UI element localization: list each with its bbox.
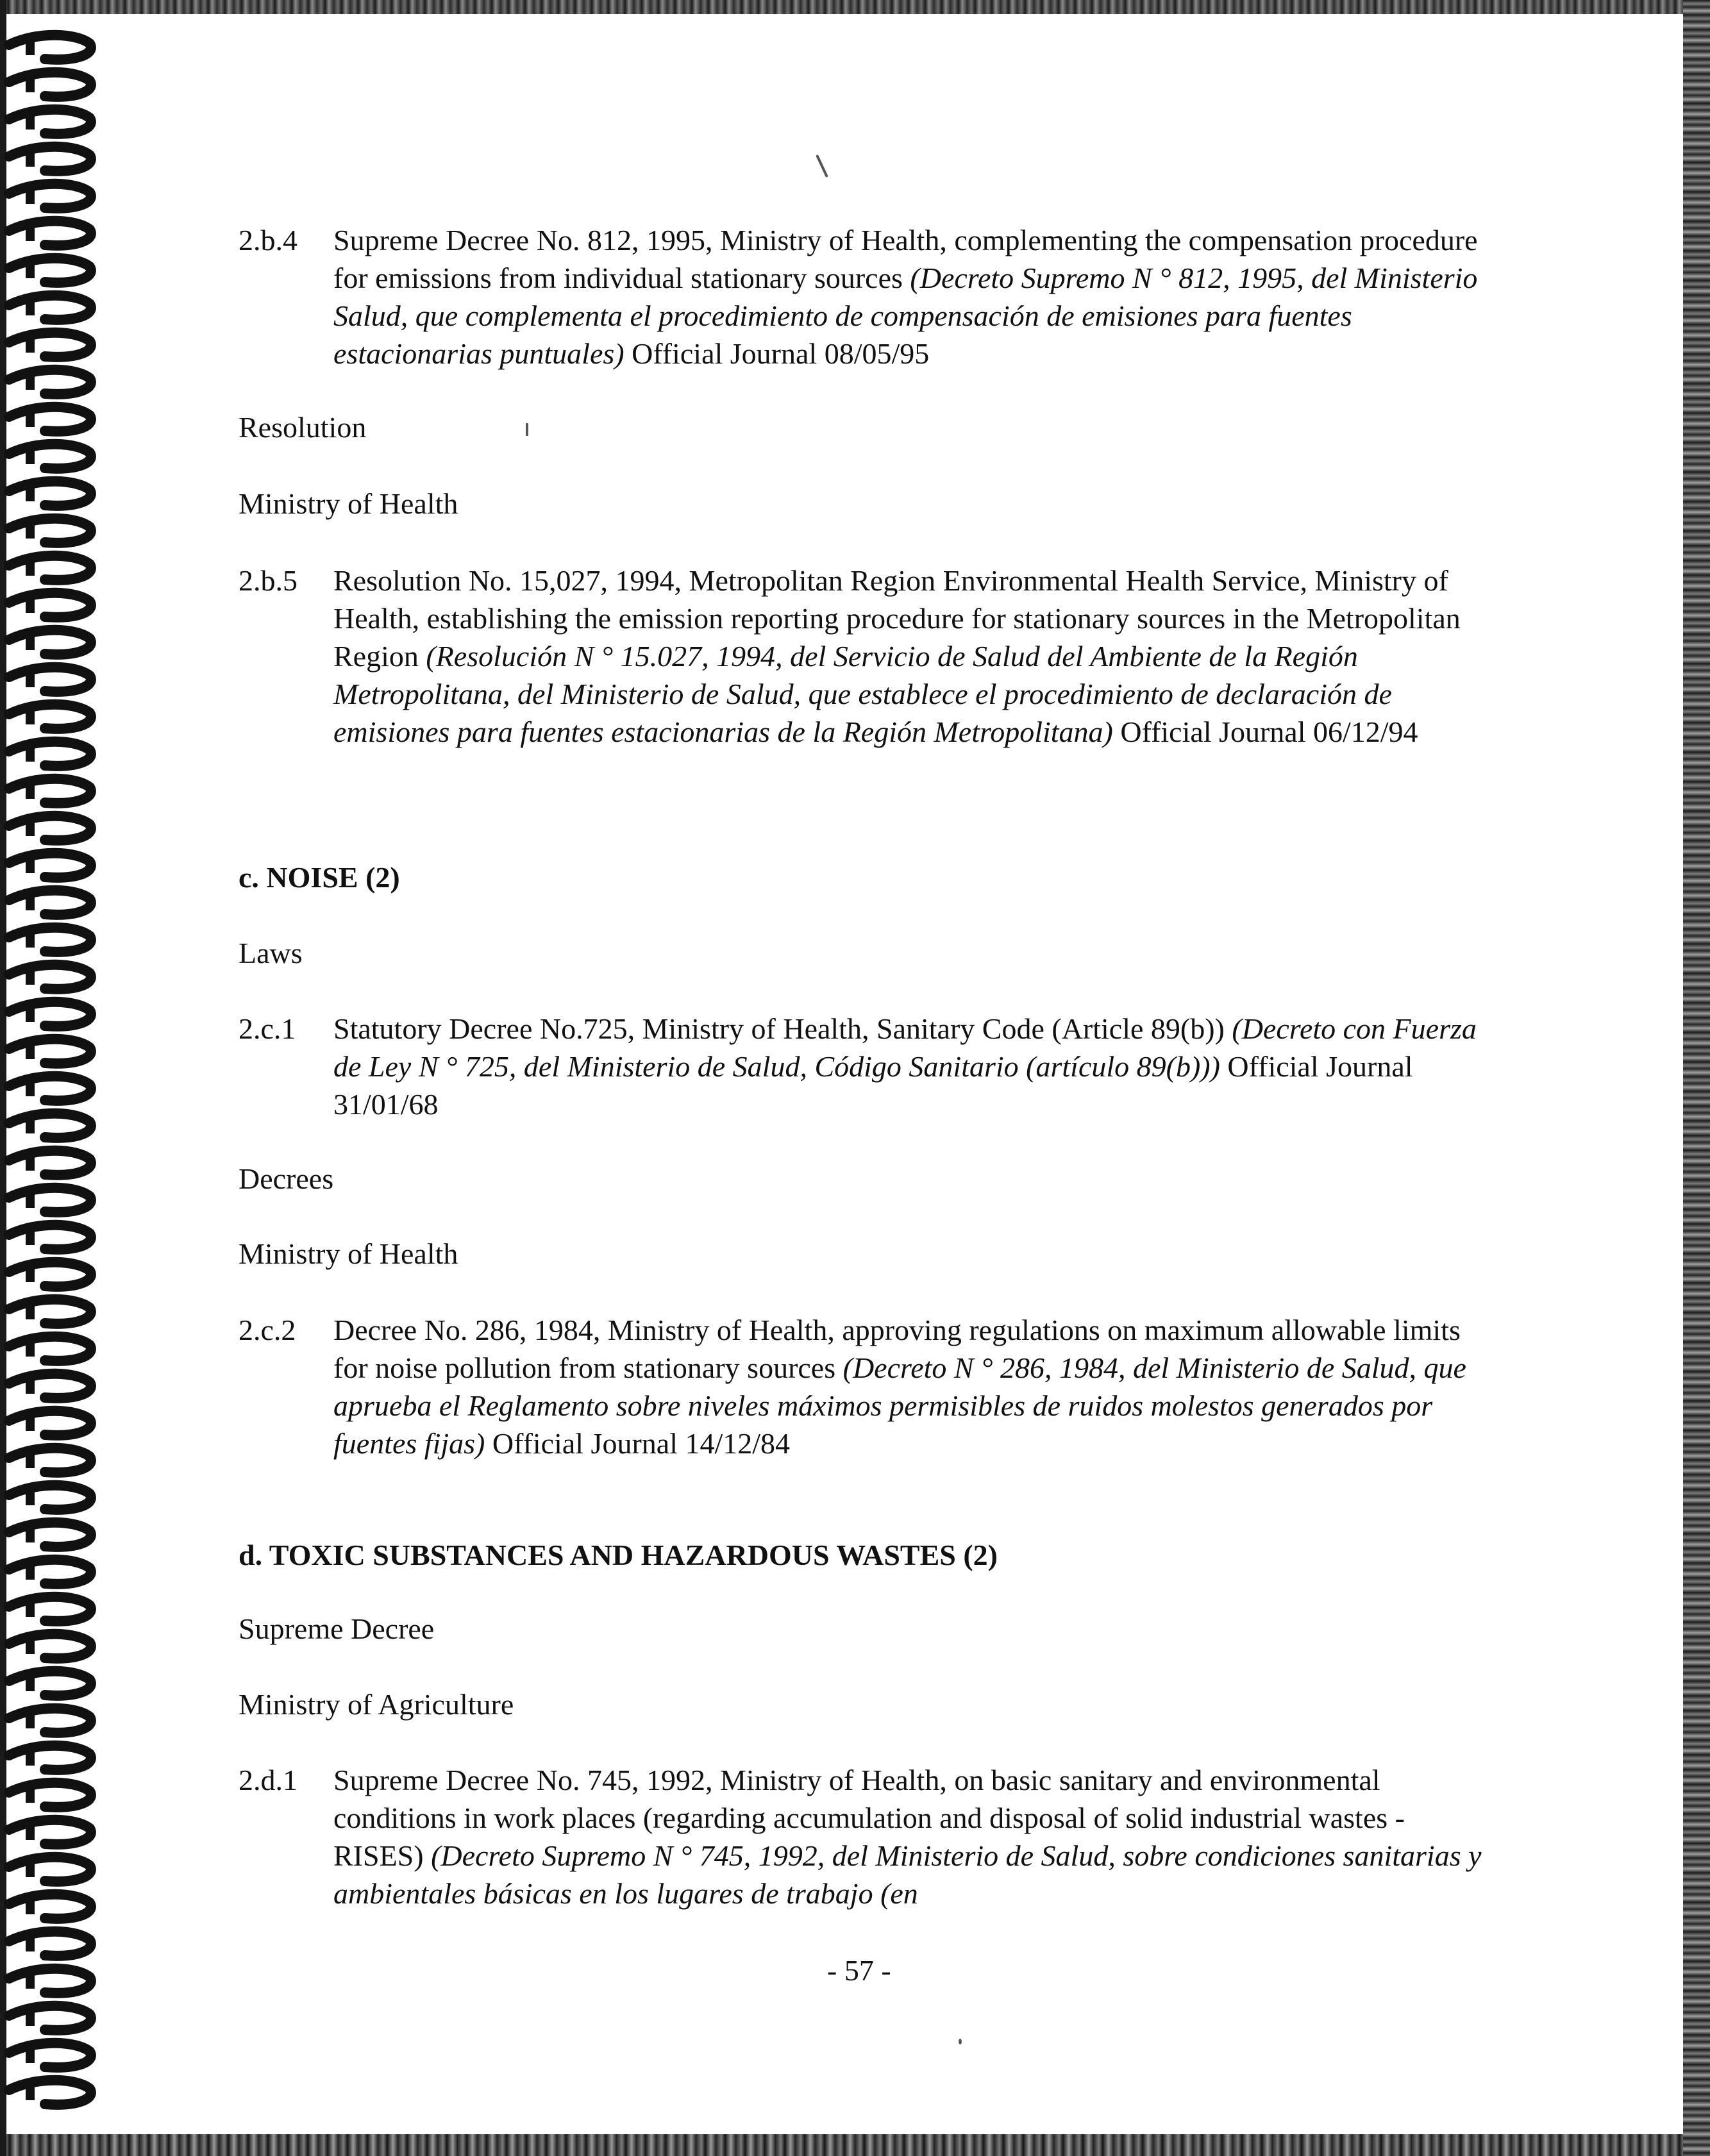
spiral-coil (9, 221, 91, 246)
spiral-coil (9, 1746, 91, 1770)
section-heading-toxic-substances: d. TOXIC SUBSTANCES AND HAZARDOUS WASTES (2) (239, 1539, 998, 1571)
entry-2c2 (239, 1311, 1495, 1462)
spiral-hole (26, 1528, 35, 1542)
spiral-coil (9, 1002, 91, 1026)
section-label-resolution: Resolution (239, 411, 367, 444)
spiral-hole (26, 1566, 35, 1580)
spiral-hole (26, 1714, 35, 1728)
spiral-hole (26, 1751, 35, 1766)
spiral-coil (9, 519, 91, 543)
spiral-coil (9, 1485, 91, 1510)
spiral-hole (26, 785, 35, 799)
spiral-coil (9, 1820, 91, 1844)
spiral-coil (9, 370, 91, 394)
spiral-coil (9, 1374, 91, 1398)
spiral-hole (26, 1826, 35, 1840)
spiral-hole (26, 1900, 35, 1914)
spiral-coil (9, 1411, 91, 1435)
entry-body (333, 1010, 1495, 1123)
spiral-hole (26, 1491, 35, 1505)
spiral-hole (26, 1305, 35, 1319)
spiral-hole (26, 1417, 35, 1431)
entry-journal: Official Journal 06/12/94 (1120, 715, 1418, 748)
spiral-hole (26, 487, 35, 501)
spiral-coil (9, 407, 91, 431)
spiral-hole (26, 859, 35, 873)
section-label-decrees: Decrees (239, 1162, 334, 1195)
spiral-coil (9, 2006, 91, 2030)
spiral-hole (26, 1119, 35, 1133)
entry-2b5 (239, 562, 1495, 751)
scan-speck (816, 155, 828, 178)
entry-text: Decree No. 286, 1984, Ministry of Health, approving regulations on maximum allowable limits for noise pollution from stationary sources (333, 1314, 1461, 1384)
spiral-hole (26, 636, 35, 650)
entry-spanish-title: (Resolución N ° 15.027, 1994, del Servicio de Salud del Ambiente de la Región Metropolitana, del Ministerio de Salud, que establece el procedimiento de declaración de emisiones para fuentes estacionarias de la Región Metropolitana) (333, 640, 1392, 748)
spiral-hole (26, 896, 35, 910)
spiral-hole (26, 2086, 35, 2100)
entry-2c1 (239, 1010, 1495, 1123)
spiral-coil (9, 147, 91, 171)
spiral-coil (9, 779, 91, 803)
entry-number: 2.b.5 (239, 564, 298, 597)
spiral-coil (9, 1560, 91, 1584)
spiral-hole (26, 1194, 35, 1208)
spiral-binding (0, 19, 103, 2135)
spiral-coil (9, 72, 91, 97)
spiral-hole (26, 1937, 35, 1951)
spiral-coil (9, 1299, 91, 1324)
spiral-coil (9, 1151, 91, 1175)
spiral-hole (26, 227, 35, 241)
section-label-ministry-of-health: Ministry of Health (239, 487, 458, 520)
spiral-coil (9, 110, 91, 134)
entry-body (333, 1311, 1495, 1462)
spiral-hole (26, 190, 35, 204)
spiral-coil (9, 853, 91, 878)
section-label-laws: Laws (239, 937, 303, 969)
section-label-ministry-of-health: Ministry of Health (239, 1237, 458, 1270)
spiral-coil (9, 2043, 91, 2068)
entry-number: 2.d.1 (239, 1764, 298, 1796)
entry-journal: Official Journal 08/05/95 (632, 337, 930, 370)
entry-journal: Official Journal 31/01/68 (333, 1050, 1413, 1121)
scan-border-bottom (0, 2134, 1710, 2156)
spiral-hole (26, 1640, 35, 1654)
spiral-hole (26, 338, 35, 353)
entry-spanish-title: (Decreto Supremo N ° 812, 1995, del Ministerio Salud, que complementa el procedimiento de compensación de emisiones para fuentes estacionarias puntuales) (333, 262, 1478, 370)
spiral-hole (26, 41, 35, 55)
spiral-hole (26, 1380, 35, 1394)
entry-number: 2.c.1 (239, 1012, 296, 1045)
spiral-coil (9, 816, 91, 840)
spiral-coil (9, 1857, 91, 1882)
entry-2b4 (239, 221, 1495, 372)
entry-spanish-title: (Decreto Supremo N ° 745, 1992, del Ministerio de Salud, sobre condiciones sanitarias y ambientales básicas en los lugares de trabajo (en (333, 1839, 1482, 1910)
spiral-hole (26, 413, 35, 427)
spiral-coil (9, 1337, 91, 1361)
entry-text: Supreme Decree No. 812, 1995, Ministry of Health, complementing the compensation procedure for emissions from individual stationary sources (333, 224, 1478, 294)
spiral-coil (9, 1114, 91, 1138)
spiral-coil (9, 965, 91, 989)
spiral-hole (26, 562, 35, 576)
entry-text: Statutory Decree No.725, Ministry of Health, Sanitary Code (Article 89(b)) (333, 1012, 1225, 1045)
entry-body (333, 221, 1495, 372)
spiral-hole (26, 153, 35, 167)
spiral-hole (26, 1603, 35, 1617)
spiral-hole (26, 115, 35, 130)
spiral-hole (26, 1008, 35, 1022)
spiral-hole (26, 748, 35, 762)
spiral-coil (9, 593, 91, 617)
spiral-hole (26, 376, 35, 390)
spiral-hole (26, 673, 35, 687)
spiral-coil (9, 705, 91, 729)
page-number: - 57 - (827, 1954, 891, 1987)
spiral-hole (26, 1268, 35, 1282)
spiral-coil (9, 2080, 91, 2105)
spiral-hole (26, 971, 35, 985)
spiral-hole (26, 450, 35, 464)
scan-border-right (1683, 0, 1710, 2156)
spiral-coil (9, 296, 91, 320)
spiral-coil (9, 742, 91, 766)
spiral-hole (26, 1454, 35, 1468)
spiral-hole (26, 710, 35, 724)
section-label-ministry-of-agriculture: Ministry of Agriculture (239, 1688, 514, 1721)
spiral-hole (26, 524, 35, 539)
spiral-hole (26, 1045, 35, 1059)
spiral-hole (26, 2012, 35, 2026)
scan-speck (526, 423, 528, 436)
spiral-hole (26, 933, 35, 948)
spiral-coil (9, 35, 91, 60)
spiral-coil (9, 1671, 91, 1696)
scan-speck (959, 2039, 962, 2044)
spiral-coil (9, 1932, 91, 1956)
spiral-hole (26, 1082, 35, 1096)
spiral-coil (9, 1523, 91, 1547)
entry-body (333, 1761, 1495, 1912)
spiral-coil (9, 1188, 91, 1212)
spiral-coil (9, 1448, 91, 1473)
spiral-hole (26, 822, 35, 836)
spiral-coil (9, 890, 91, 915)
spiral-hole (26, 1789, 35, 1803)
spiral-hole (26, 301, 35, 315)
spiral-hole (26, 2049, 35, 2063)
spiral-coil (9, 1076, 91, 1101)
spiral-coil (9, 333, 91, 357)
spiral-coil (9, 1894, 91, 1919)
entry-body (333, 562, 1495, 751)
entry-text: Supreme Decree No. 745, 1992, Ministry of Health, on basic sanitary and environmental conditions in work places (regarding accumulation and disposal of solid industrial wastes - RISES) (333, 1764, 1405, 1872)
spiral-coil (9, 630, 91, 655)
entry-2d1 (239, 1761, 1495, 1912)
spiral-coil (9, 258, 91, 283)
entry-text: Resolution No. 15,027, 1994, Metropolitan Region Environmental Health Service, Ministry of Health, establishing the emission reporting procedure for stationary sources in the Metropolitan Region (333, 564, 1461, 673)
spiral-coil (9, 1597, 91, 1621)
spiral-hole (26, 1231, 35, 1245)
spiral-hole (26, 78, 35, 92)
spiral-coil (9, 481, 91, 506)
scan-border-top (0, 0, 1710, 14)
spiral-hole (26, 264, 35, 278)
spiral-hole (26, 1863, 35, 1877)
spiral-hole (26, 599, 35, 613)
spiral-hole (26, 1975, 35, 1989)
section-label-supreme-decree: Supreme Decree (239, 1612, 435, 1645)
entry-spanish-title: (Decreto con Fuerza de Ley N ° 725, del Ministerio de Salud, Código Sanitario (artículo 89(b))) (333, 1012, 1477, 1083)
entry-journal: Official Journal 14/12/84 (492, 1427, 791, 1460)
spiral-hole (26, 1342, 35, 1357)
entry-number: 2.c.2 (239, 1314, 296, 1346)
spiral-coil (9, 1709, 91, 1733)
spiral-coil (9, 556, 91, 580)
spiral-coil (9, 1969, 91, 1993)
spiral-coil (9, 184, 91, 208)
entry-number: 2.b.4 (239, 224, 298, 256)
spiral-coil (9, 1634, 91, 1659)
spiral-hole (26, 1157, 35, 1171)
spiral-coil (9, 444, 91, 469)
spiral-coil (9, 1262, 91, 1287)
spiral-coil (9, 1039, 91, 1064)
spiral-coil (9, 667, 91, 692)
spiral-hole (26, 1677, 35, 1691)
spiral-coil (9, 1225, 91, 1249)
spiral-coil (9, 928, 91, 952)
spiral-coil (9, 1783, 91, 1807)
section-heading-noise: c. NOISE (2) (239, 861, 400, 894)
entry-spanish-title: (Decreto N ° 286, 1984, del Ministerio de Salud, que aprueba el Reglamento sobre niveles máximos permisibles de ruidos molestos generados por fuentes fijas) (333, 1351, 1466, 1460)
